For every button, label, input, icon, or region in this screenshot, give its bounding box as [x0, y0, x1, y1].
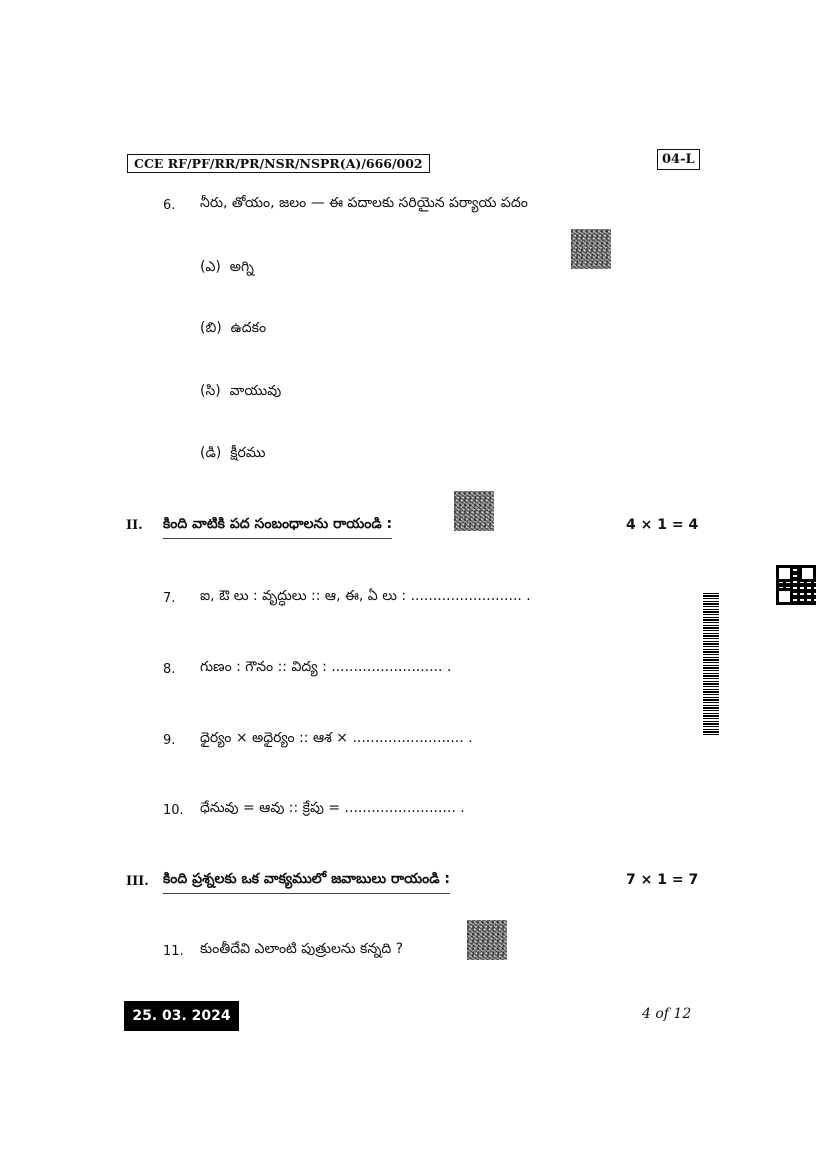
question-10-text: ధేనువు = ఆవు :: క్రేపు = ......................... . [200, 800, 465, 816]
section-3-marks: 7 × 1 = 7 [626, 872, 699, 888]
option-c [200, 383, 281, 402]
question-7-text: ఐ, ఔ లు : వృద్ధులు :: ఆ, ఈ, ఏ లు : ......................... . [200, 588, 531, 604]
question-9-text: ధైర్యం × అధైర్యం :: ఆశ × ......................... . [200, 730, 473, 746]
section-3-number: III. [126, 874, 149, 889]
qr-noise-image [454, 491, 494, 531]
question-7-number: 7. [163, 591, 176, 606]
paper-code: CCE RF/PF/RR/PR/NSR/NSPR(A)/666/002 [127, 154, 430, 173]
question-11-text: కుంతీదేవి ఎలాంటి పుత్రులను కన్నది ? [200, 941, 404, 957]
option-d [200, 445, 265, 464]
option-a-text: అగ్ని [229, 259, 254, 275]
option-b [200, 320, 266, 339]
page-number: 4 of 12 [642, 1006, 692, 1022]
exam-date: 25. 03. 2024 [124, 1001, 239, 1031]
option-d-text: క్షీరము [230, 445, 266, 461]
qr-noise-image [467, 920, 507, 960]
barcode-icon [703, 593, 719, 735]
option-c-text: వాయువు [229, 383, 282, 399]
question-8-text: గుణం : గౌనం :: విద్య : ......................... . [200, 659, 452, 675]
qr-code-icon [776, 565, 816, 605]
question-6-text: నీరు, తోయం, జలం — ఈ పదాలకు సరియైన పర్యాయ పదం [200, 195, 528, 211]
option-a-label: (ఎ) [200, 259, 221, 275]
option-b-label: (బి) [200, 320, 222, 336]
section-3-title: కింది ప్రశ్నలకు ఒక వాక్యములో జవాబులు రాయండి : [163, 871, 450, 894]
question-9-number: 9. [163, 733, 176, 748]
section-2-title: కింది వాటికి పద సంబంధాలను రాయండి : [163, 516, 392, 539]
section-2-number: II. [126, 518, 143, 533]
section-2-marks: 4 × 1 = 4 [626, 517, 699, 533]
option-a [200, 259, 254, 278]
question-10-number: 10. [163, 803, 184, 818]
question-6-number: 6. [163, 198, 176, 213]
option-b-text: ఉదకం [230, 320, 267, 336]
qr-noise-image [571, 229, 611, 269]
option-c-label: (సి) [200, 383, 221, 399]
question-11-number: 11. [163, 944, 184, 959]
option-d-label: (డి) [200, 445, 222, 461]
question-8-number: 8. [163, 662, 176, 677]
version-code: 04-L [657, 149, 700, 170]
